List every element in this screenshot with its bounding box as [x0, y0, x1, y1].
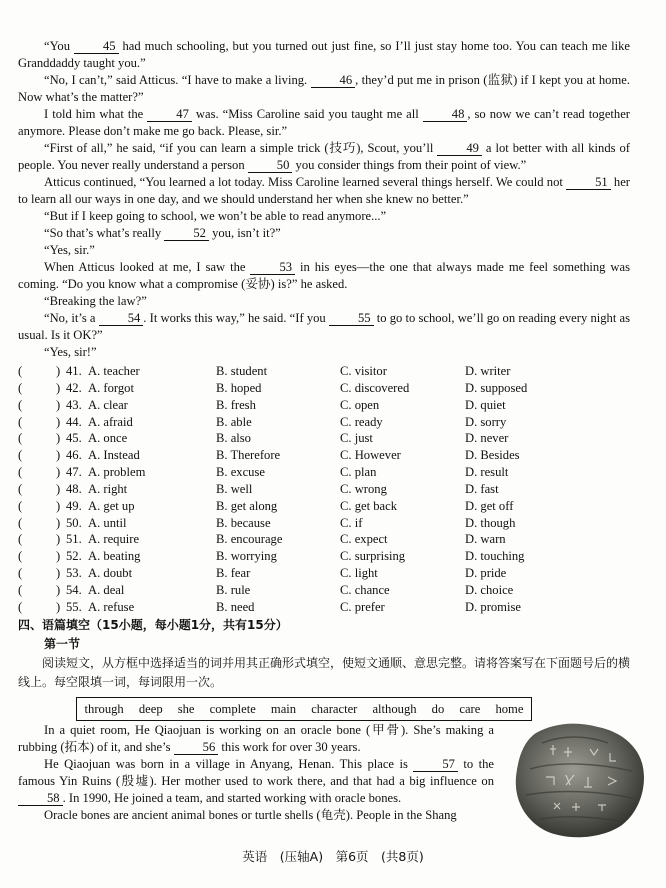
answer-paren-open: (: [18, 397, 23, 412]
question-number: 49.: [66, 498, 82, 513]
option-d: D. touching: [465, 549, 525, 564]
answer-paren-open: (: [18, 498, 23, 513]
blank-57: 57: [413, 758, 458, 772]
answer-paren-open: (: [18, 566, 23, 581]
option-a: A. deal: [88, 582, 125, 597]
passage-paragraph-12: “Yes, sir!”: [44, 345, 97, 359]
option-row: [18, 599, 638, 616]
option-c: C. ready: [340, 414, 383, 429]
answer-paren-close: ): [56, 364, 61, 378]
question-number: 54.: [66, 582, 82, 597]
option-c: C. light: [340, 566, 378, 581]
answer-paren-open: (: [18, 549, 23, 564]
question-number: 41.: [66, 364, 82, 378]
answer-paren-close: ): [56, 599, 61, 614]
question-number: 50.: [66, 515, 82, 530]
option-d: D. quiet: [465, 397, 506, 412]
question-number: 55.: [66, 599, 82, 614]
word-bank-item: character: [311, 701, 358, 716]
question-number: 51.: [66, 532, 82, 547]
passage-paragraph-11: “No, it’s a 54 . It works this way,” he said. “If you 55 to go to school, we’ll go on reading every night as usual. Is it OK?”: [18, 311, 631, 342]
option-c: C. plan: [340, 465, 377, 480]
passage-paragraph-1: “You 45 had much schooling, but you turned out just fine, so I’ll just stay home too. You can teach me like Granddaddy taught you.”: [18, 39, 631, 70]
answer-paren-open: (: [18, 414, 23, 429]
section-part-1-heading: 第一节: [44, 637, 81, 651]
blank-49: 49: [437, 142, 482, 156]
option-a: A. refuse: [88, 599, 135, 614]
question-number: 48.: [66, 481, 82, 496]
answer-paren-close: ): [56, 532, 61, 547]
answer-paren-close: ): [56, 448, 61, 463]
option-b: B. rule: [216, 582, 251, 597]
answer-paren-close: ): [56, 582, 61, 597]
answer-paren-open: (: [18, 380, 23, 395]
option-b: B. get along: [216, 498, 278, 513]
option-a: A. afraid: [88, 414, 133, 429]
answer-paren-close: ): [56, 481, 61, 496]
blank-55: 55: [329, 312, 374, 326]
option-c: C. prefer: [340, 599, 385, 614]
option-a: A. clear: [88, 397, 128, 412]
option-a: A. forgot: [88, 380, 134, 395]
option-a: A. beating: [88, 549, 141, 564]
option-a: A. Instead: [88, 448, 140, 463]
option-c: C. open: [340, 397, 380, 412]
option-row: [18, 498, 638, 515]
question-number: 53.: [66, 566, 82, 581]
option-row: [18, 481, 638, 498]
option-a: A. until: [88, 515, 127, 530]
word-bank-box: [76, 697, 532, 721]
answer-paren-close: ): [56, 414, 61, 429]
option-row: [18, 363, 638, 380]
answer-paren-open: (: [18, 532, 23, 547]
passage-paragraph-3: I told him what the 47 was. “Miss Caroline said you taught me all 48 , so now we can’t read together anymore. Please don’t make me go back. Please, sir.”: [18, 107, 630, 138]
word-bank-item: she: [177, 701, 195, 716]
page-footer: 英语 (压轴A) 第6页 (共8页): [242, 849, 424, 864]
blank-56: 56: [174, 741, 219, 755]
passage2-paragraph-2: He Qiaojuan was born in a village in Anyang, Henan. This place is 57 to the famous Yin Ruins (殷墟). Her mother used to work there, and that had a big influence on 58 . In 1990, He joined a team, and started working with oracle bones.: [18, 757, 494, 805]
passage-paragraph-2: “No, I can’t,” said Atticus. “I have to make a living. 46 , they’d put me in prison (监狱) if I kept you at home. Now what’s the matter?”: [18, 73, 630, 104]
option-row: [18, 380, 638, 397]
option-c: C. just: [340, 431, 373, 446]
section-4-heading: 四、语篇填空（15小题，每小题1分，共有15分）: [18, 618, 288, 632]
option-b: B. also: [216, 431, 251, 446]
word-bank-item: complete: [209, 701, 256, 716]
option-a: A. once: [88, 431, 128, 446]
blank-58: 58: [18, 792, 63, 806]
option-row: [18, 515, 638, 532]
option-d: D. Besides: [465, 448, 520, 463]
answer-paren-close: ): [56, 380, 61, 395]
option-a: A. require: [88, 532, 140, 547]
passage-paragraph-6: “But if I keep going to school, we won’t be able to read anymore...”: [44, 209, 387, 223]
option-b: B. Therefore: [216, 448, 281, 463]
answer-paren-open: (: [18, 448, 23, 463]
answer-paren-open: (: [18, 582, 23, 597]
passage-paragraph-9: When Atticus looked at me, I saw the 53 in his eyes—the one that always made me feel something was coming. “Do you know what a compromise (妥协) is?” he asked.: [18, 260, 631, 291]
question-number: 46.: [66, 448, 82, 463]
question-number: 42.: [66, 380, 82, 395]
answer-paren-open: (: [18, 599, 23, 614]
option-b: B. encourage: [216, 532, 283, 547]
option-d: D. though: [465, 515, 516, 530]
option-d: D. get off: [465, 498, 514, 513]
blank-50: 50: [248, 159, 293, 173]
answer-paren-close: ): [56, 515, 61, 530]
option-row: [18, 447, 638, 464]
option-row: [18, 565, 638, 582]
answer-paren-open: (: [18, 465, 23, 480]
option-b: B. fresh: [216, 397, 256, 412]
option-b: B. fear: [216, 566, 251, 581]
passage2-paragraph-1: In a quiet room, He Qiaojuan is working on an oracle bone (甲骨). She’s making a rubbing (拓本) of it, and she’s 56 this work for over 30 years.: [18, 723, 494, 754]
option-a: A. doubt: [88, 566, 133, 581]
option-row: [18, 430, 638, 447]
word-bank-item: although: [372, 701, 417, 716]
option-c: C. surprising: [340, 549, 406, 564]
word-bank-item: through: [84, 701, 124, 716]
option-row: [18, 414, 638, 431]
option-a: A. teacher: [88, 364, 140, 378]
option-d: D. supposed: [465, 380, 528, 395]
answer-paren-close: ): [56, 498, 61, 513]
blank-54: 54: [99, 312, 144, 326]
option-row: [18, 397, 638, 414]
answer-paren-close: ): [56, 397, 61, 412]
options-table: [18, 363, 638, 616]
question-number: 47.: [66, 465, 82, 480]
option-d: D. warn: [465, 532, 506, 547]
option-b: B. excuse: [216, 465, 265, 480]
option-c: C. if: [340, 515, 363, 530]
answer-paren-open: (: [18, 481, 23, 496]
passage-paragraph-4: “First of all,” he said, “if you can learn a simple trick (技巧), Scout, you’ll 49 a lot better with all kinds of people. You never really understand a person 50 you consider things from their point of view.”: [18, 141, 630, 172]
option-c: C. chance: [340, 582, 390, 597]
answer-paren-open: (: [18, 431, 23, 446]
passage-paragraph-10: “Breaking the law?”: [44, 294, 147, 308]
option-b: B. because: [216, 515, 271, 530]
passage-paragraph-5: Atticus continued, “You learned a lot today. Miss Caroline learned several things herself. We could not 51 her to learn all our ways in one day, and we should understand her when she knew no better.”: [18, 175, 630, 206]
option-d: D. result: [465, 465, 509, 480]
word-bank-item: main: [270, 701, 297, 716]
word-bank-item: deep: [138, 701, 163, 716]
blank-45: 45: [74, 40, 119, 54]
option-c: C. However: [340, 448, 401, 463]
option-c: C. discovered: [340, 380, 410, 395]
option-c: C. wrong: [340, 481, 387, 496]
option-a: A. get up: [88, 498, 135, 513]
section-instruction: 阅读短文，从方框中选择适当的词并用其正确形式填空，使短文通顺、意思完整。请将答案写在下面题号后的横线上。每空限填一词，每词限用一次。: [18, 656, 631, 689]
option-c: C. visitor: [340, 364, 387, 378]
option-d: D. writer: [465, 364, 511, 378]
option-d: D. sorry: [465, 414, 507, 429]
option-c: C. get back: [340, 498, 398, 513]
option-row: [18, 531, 638, 548]
answer-paren-open: (: [18, 515, 23, 530]
option-b: B. hoped: [216, 380, 262, 395]
blank-51: 51: [566, 176, 611, 190]
question-number: 43.: [66, 397, 82, 412]
answer-paren-close: ): [56, 549, 61, 564]
word-bank-item: do: [431, 701, 445, 716]
question-number: 44.: [66, 414, 82, 429]
word-bank-item: home: [495, 701, 524, 716]
passage-paragraph-7: “So that’s what’s really 52 you, isn’t it?”: [44, 226, 281, 240]
option-row: [18, 548, 638, 565]
option-d: D. never: [465, 431, 509, 446]
answer-paren-close: ): [56, 465, 61, 480]
option-b: B. well: [216, 481, 253, 496]
oracle-bone-photo: [506, 719, 654, 841]
option-d: D. promise: [465, 599, 521, 614]
option-d: D. pride: [465, 566, 507, 581]
option-row: [18, 464, 638, 481]
passage2-paragraph-3: Oracle bones are ancient animal bones or turtle shells (龟壳). People in the Shang: [44, 808, 457, 822]
question-number: 52.: [66, 549, 82, 564]
blank-48: 48: [423, 108, 468, 122]
option-a: A. right: [88, 481, 128, 496]
option-b: B. worrying: [216, 549, 277, 564]
passage-paragraph-8: “Yes, sir.”: [44, 243, 95, 257]
option-b: B. need: [216, 599, 255, 614]
option-a: A. problem: [88, 465, 146, 480]
answer-paren-close: ): [56, 566, 61, 581]
option-d: D. choice: [465, 582, 514, 597]
blank-47: 47: [147, 108, 192, 122]
answer-paren-close: ): [56, 431, 61, 446]
blank-53: 53: [250, 261, 295, 275]
blank-52: 52: [164, 227, 209, 241]
blank-46: 46: [311, 74, 356, 88]
option-d: D. fast: [465, 481, 499, 496]
option-b: B. able: [216, 414, 252, 429]
answer-paren-open: (: [18, 364, 23, 378]
question-number: 45.: [66, 431, 82, 446]
option-c: C. expect: [340, 532, 388, 547]
option-b: B. student: [216, 364, 268, 378]
word-bank-item: care: [459, 701, 481, 716]
option-row: [18, 582, 638, 599]
